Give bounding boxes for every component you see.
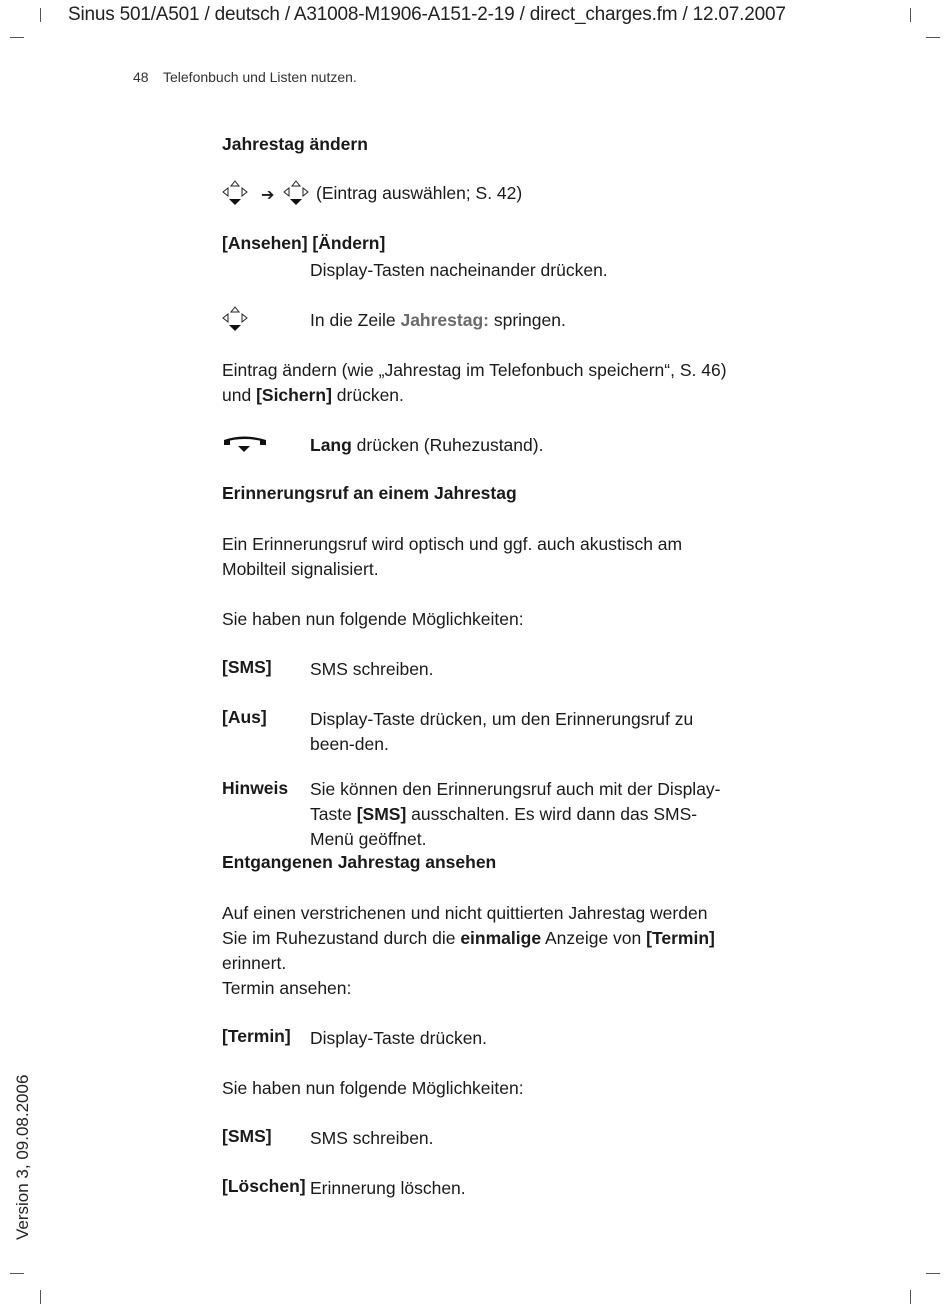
version-label: Version 3, 09.08.2006	[13, 1074, 32, 1240]
nav-instruction: (Eintrag auswählen; S. 42)	[316, 183, 523, 203]
para-text: drücken.	[331, 385, 404, 405]
document-header: Sinus 501/A501 / deutsch / A31008-M1906-A151-2-19 / direct_charges.fm / 12.07.2007	[68, 4, 786, 25]
note-text	[310, 777, 735, 852]
key-sms-2: [SMS]	[222, 1126, 272, 1146]
crop-mark	[926, 37, 940, 38]
key-sms-2-description: SMS schreiben.	[310, 1128, 434, 1148]
para-text: Eintrag ändern (wie „Jahrestag im Telefonbuch speichern“, S. 46) und	[222, 360, 727, 405]
reminder-paragraph: Ein Erinnerungsruf wird optisch und ggf. auch akustisch am Mobilteil signalisiert.	[222, 534, 683, 579]
crop-mark	[910, 1290, 911, 1304]
end-key-instruction	[310, 433, 740, 458]
view-appointment-intro: Termin ansehen:	[222, 978, 352, 998]
key-aus: [Aus]	[222, 707, 267, 727]
options-intro: Sie haben nun folgende Möglichkeiten:	[222, 609, 524, 629]
section-heading-erinnerungsruf: Erinnerungsruf an einem Jahrestag	[222, 483, 517, 503]
crop-mark	[10, 1273, 24, 1274]
para-text: erinnert.	[222, 953, 287, 973]
crop-mark	[40, 1290, 41, 1304]
section-heading-entgangenen-jahrestag: Entgangenen Jahrestag ansehen	[222, 852, 497, 872]
once-label: einmalige	[460, 928, 542, 948]
step-text-post: springen.	[488, 310, 566, 330]
step-jump-to-field	[310, 308, 740, 333]
edit-entry-paragraph	[222, 358, 742, 408]
keys-ansehen-aendern: [Ansehen] [Ändern]	[222, 233, 386, 253]
nav-key-icon	[283, 180, 309, 206]
end-call-key-icon	[222, 433, 268, 455]
key-termin-description: Display-Taste drücken.	[310, 1028, 488, 1048]
note-text-part: Sie können den Erinnerungsruf auch mit der Display-Taste	[310, 779, 721, 824]
para-text: Auf einen verstrichenen und nicht quittierten Jahrestag werden Sie im Ruhezustand durch die	[222, 903, 708, 948]
page-number: 48	[133, 69, 149, 85]
key-sichern: [Sichern]	[256, 385, 332, 405]
crop-mark	[40, 8, 41, 22]
end-key-text: drücken (Ruhezustand).	[351, 435, 544, 455]
page-section-title: Telefonbuch und Listen nutzen.	[163, 69, 357, 85]
options-intro-2: Sie haben nun folgende Möglichkeiten:	[222, 1078, 524, 1098]
key-sms: [SMS]	[222, 657, 272, 677]
section-heading-jahrestag-aendern: Jahrestag ändern	[222, 134, 368, 154]
key-termin: [Termin]	[222, 1026, 291, 1046]
keys-description: Display-Tasten nacheinander drücken.	[310, 260, 608, 280]
para-text: Anzeige von	[541, 928, 647, 948]
long-press-label: Lang	[310, 435, 352, 455]
arrow-right-icon: ➔	[261, 187, 275, 204]
key-termin-inline: [Termin]	[646, 928, 715, 948]
key-sms-description: SMS schreiben.	[310, 659, 434, 679]
crop-mark	[926, 1273, 940, 1274]
key-loeschen-description: Erinnerung löschen.	[310, 1178, 466, 1198]
field-name: Jahrestag:	[400, 310, 489, 330]
note-text-part: ausschalten. Es wird dann das SMS-Menü geöffnet.	[310, 804, 698, 849]
note-label: Hinweis	[222, 778, 289, 798]
step-text-pre: In die Zeile	[310, 310, 401, 330]
key-loeschen: [Löschen]	[222, 1176, 306, 1196]
missed-anniversary-paragraph	[222, 901, 732, 976]
crop-mark	[10, 37, 24, 38]
nav-key-icon	[222, 306, 248, 332]
nav-key-icon	[222, 180, 248, 206]
key-aus-description: Display-Taste drücken, um den Erinnerungsruf zu been-den.	[310, 709, 694, 754]
crop-mark	[910, 8, 911, 22]
key-sms-inline: [SMS]	[356, 804, 407, 824]
